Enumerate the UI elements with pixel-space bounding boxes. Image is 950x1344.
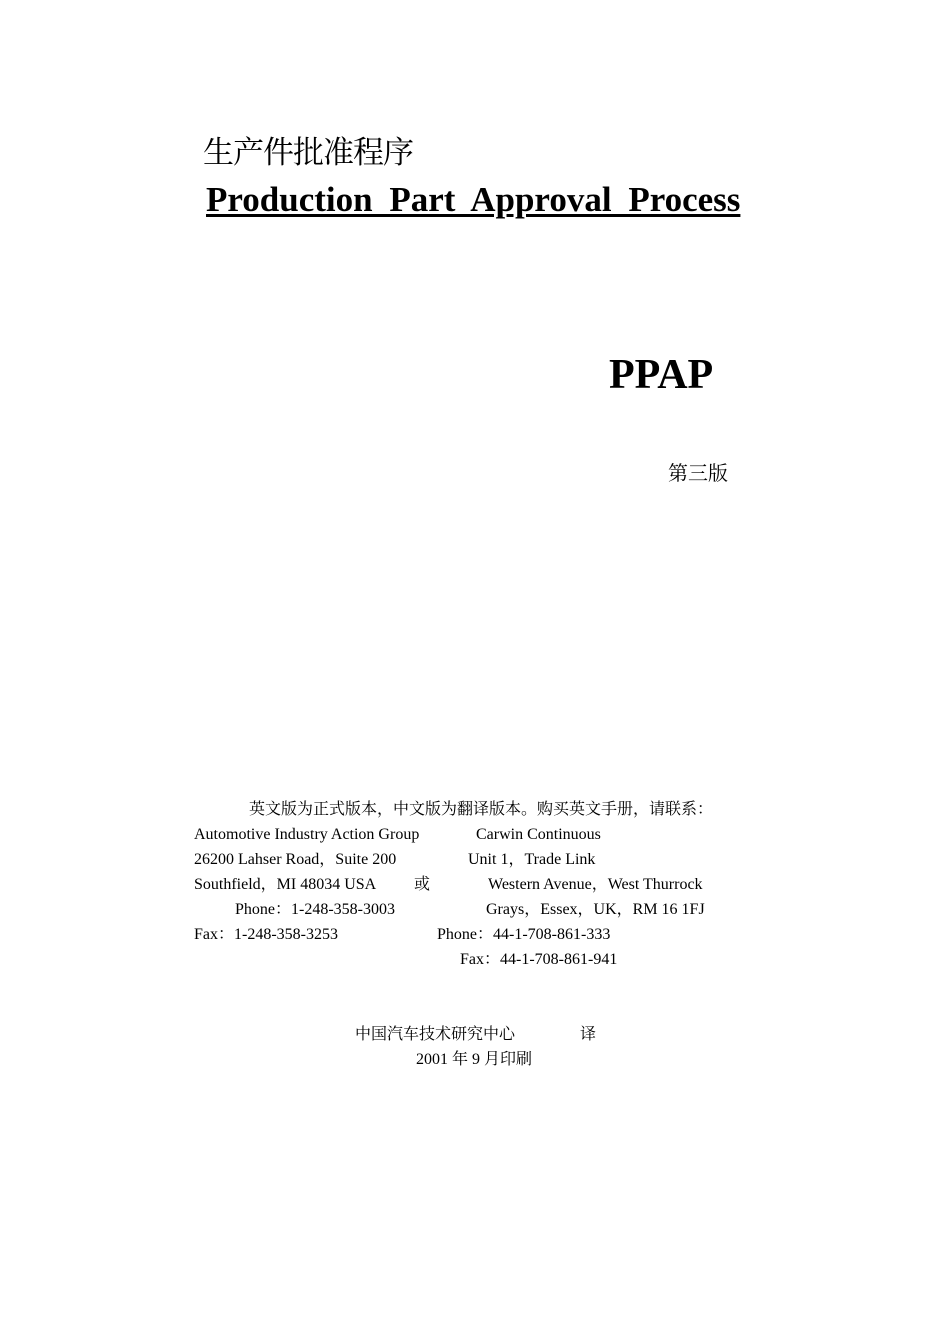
carwin-name: Carwin Continuous <box>476 826 601 843</box>
or-separator: 或 <box>414 876 431 893</box>
aiag-address-line1: 26200 Lahser Road，Suite 200 <box>194 851 397 868</box>
aiag-fax: Fax：1-248-358-3253 <box>194 926 338 943</box>
title-english: Production Part Approval Process <box>206 180 741 219</box>
acronym-ppap: PPAP <box>609 352 714 398</box>
carwin-address-line3: Grays，Essex，UK，RM 16 1FJ <box>486 901 705 918</box>
purchase-notice: 英文版为正式版本，中文版为翻译版本。购买英文手册，请联系： <box>249 801 714 818</box>
carwin-fax: Fax：44-1-708-861-941 <box>460 951 618 968</box>
carwin-phone: Phone：44-1-708-861-333 <box>437 926 611 943</box>
carwin-address-line2: Western Avenue，West Thurrock <box>488 876 703 893</box>
print-date: 2001 年 9 月印刷 <box>416 1051 533 1068</box>
carwin-address-line1: Unit 1，Trade Link <box>468 851 596 868</box>
aiag-address-line2: Southfield，MI 48034 USA <box>194 876 377 893</box>
aiag-phone: Phone：1-248-358-3003 <box>235 901 395 918</box>
translator-org: 中国汽车技术研究中心 <box>355 1026 516 1043</box>
edition-label: 第三版 <box>668 463 728 485</box>
translator-role: 译 <box>580 1026 597 1043</box>
title-chinese: 生产件批准程序 <box>203 135 413 171</box>
aiag-name: Automotive Industry Action Group <box>194 826 420 843</box>
